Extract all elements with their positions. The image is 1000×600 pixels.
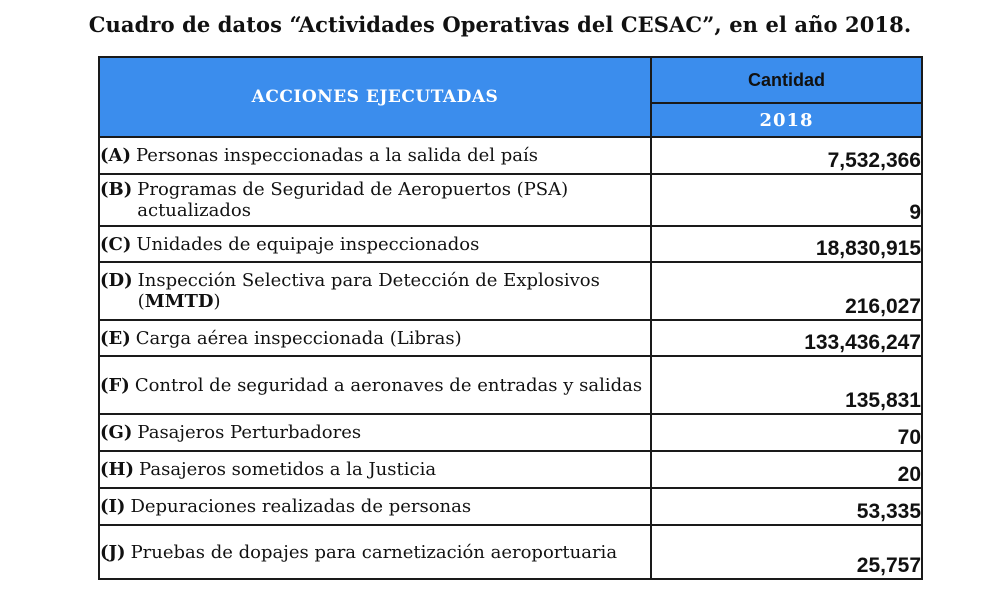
row-description: Depuraciones realizadas de personas	[130, 496, 472, 517]
action-cell	[99, 451, 651, 488]
row-amount: 133,436,247	[651, 320, 922, 356]
row-letter: (I)	[100, 496, 126, 517]
header-year: 2018	[651, 103, 922, 137]
action-cell	[99, 137, 651, 174]
action-cell	[99, 174, 651, 226]
table-row	[99, 451, 922, 488]
row-description-part: )	[213, 291, 221, 312]
row-description: Carga aérea inspeccionada (Libras)	[135, 327, 462, 349]
row-letter: (B)	[100, 179, 133, 200]
row-description: Programas de Seguridad de Aeropuertos (PSA) actualizados	[137, 179, 569, 221]
action-cell	[99, 525, 651, 579]
row-amount: 7,532,366	[651, 137, 922, 174]
page-title: Cuadro de datos “Actividades Operativas del CESAC”, en el año 2018.	[88, 12, 912, 37]
table-row	[99, 320, 922, 356]
row-letter: (C)	[100, 233, 132, 255]
row-description: Pasajeros Perturbadores	[137, 422, 362, 443]
row-letter: (D)	[100, 270, 133, 291]
table-row	[99, 262, 922, 320]
row-letter: (H)	[100, 459, 135, 480]
table-row	[99, 137, 922, 174]
row-description-bold: MMTD	[144, 291, 214, 312]
action-cell	[99, 226, 651, 262]
header-quantity: Cantidad	[651, 57, 922, 103]
table-row	[99, 525, 922, 579]
row-amount: 18,830,915	[651, 226, 922, 262]
row-amount: 53,335	[651, 488, 922, 525]
row-letter: (G)	[100, 422, 133, 443]
row-amount: 216,027	[651, 262, 922, 320]
row-letter: (J)	[100, 541, 126, 563]
row-description	[138, 270, 650, 312]
action-cell	[99, 488, 651, 525]
action-cell	[99, 414, 651, 451]
row-letter: (F)	[100, 374, 130, 396]
row-amount: 70	[651, 414, 922, 451]
row-description: Pasajeros sometidos a la Justicia	[139, 459, 437, 480]
row-amount: 135,831	[651, 356, 922, 414]
row-description: Personas inspeccionadas a la salida del país	[136, 145, 538, 166]
row-letter: (E)	[100, 327, 131, 349]
row-description: Pruebas de dopajes para carnetización aeroportuaria	[130, 541, 618, 563]
row-amount: 20	[651, 451, 922, 488]
row-description-part: Inspección Selectiva para Detección de Explosivos (	[137, 270, 600, 312]
table-row	[99, 488, 922, 525]
header-actions: ACCIONES EJECUTADAS	[99, 57, 651, 137]
action-cell	[99, 320, 651, 356]
row-amount: 25,757	[651, 525, 922, 579]
table-row	[99, 356, 922, 414]
table-row	[99, 414, 922, 451]
table-row	[99, 226, 922, 262]
operations-table	[98, 56, 923, 580]
action-cell	[99, 356, 651, 414]
row-description: Unidades de equipaje inspeccionados	[136, 233, 480, 255]
row-letter: (A)	[100, 145, 131, 166]
header-row-top	[99, 57, 922, 103]
table-row	[99, 174, 922, 226]
row-amount: 9	[651, 174, 922, 226]
row-description: Control de seguridad a aeronaves de entradas y salidas	[134, 374, 643, 396]
action-cell	[99, 262, 651, 320]
